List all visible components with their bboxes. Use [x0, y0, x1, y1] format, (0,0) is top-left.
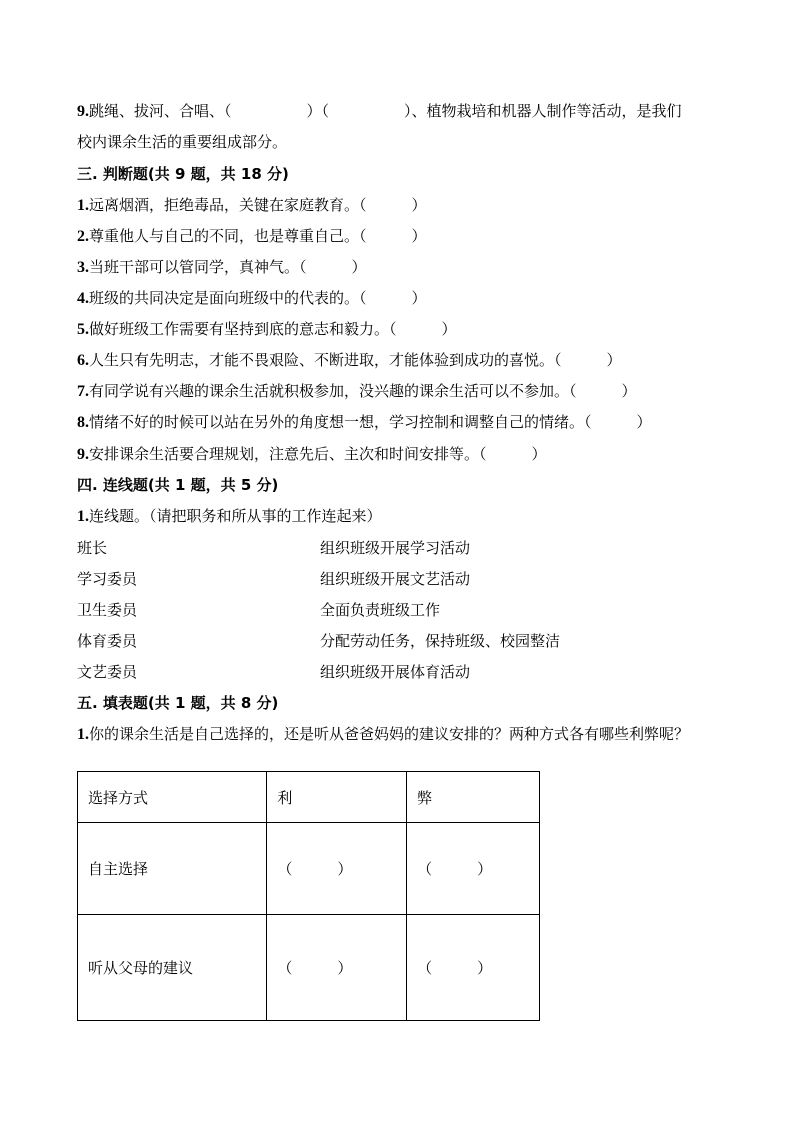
item-text: 班级的共同决定是面向班级中的代表的。（ ）: [89, 289, 427, 307]
item-number: 5.: [77, 321, 89, 338]
item-number: 8.: [77, 414, 89, 431]
table-row: [78, 823, 540, 915]
table-header-cell: 利: [267, 772, 407, 823]
table-header-cell: 弊: [407, 772, 540, 823]
judge-item-6: [77, 349, 622, 372]
judge-item-4: [77, 287, 427, 310]
item-number: 4.: [77, 290, 89, 307]
answer-blank: （ ）: [407, 823, 540, 915]
matching-duty: 全面负责班级工作: [320, 601, 441, 619]
item-text: 情绪不好的时候可以站在另外的角度想一想，学习控制和调整自己的情绪。（ ）: [89, 413, 652, 431]
item-text: 有同学说有兴趣的课余生活就积极参加，没兴趣的课余生活可以不参加。（ ）: [89, 382, 637, 400]
judge-item-9: [77, 443, 547, 466]
matching-role: 班长: [77, 539, 108, 557]
table-question-1: [77, 723, 689, 746]
question-text: 跳绳、拔河、合唱、（ ）（ ）、植物栽培和机器人制作等活动，是我们: [89, 102, 682, 120]
judge-item-7: [77, 380, 637, 403]
matching-role: 文艺委员: [77, 663, 138, 681]
table-cell: 听从父母的建议: [78, 915, 267, 1021]
table-header-cell: 选择方式: [78, 772, 267, 823]
judge-item-3: [77, 256, 367, 279]
item-text: 尊重他人与自己的不同，也是尊重自己。（ ）: [89, 227, 427, 245]
item-text: 当班干部可以管同学，真神气。（ ）: [89, 258, 367, 276]
table-header-row: [78, 772, 540, 823]
question-number: 9.: [77, 103, 89, 120]
matching-duty: 组织班级开展文艺活动: [320, 570, 471, 588]
matching-duty: 分配劳动任务，保持班级、校园整洁: [320, 632, 561, 650]
item-number: 2.: [77, 228, 89, 245]
pros-cons-table: [77, 771, 540, 1021]
judge-item-1: [77, 194, 427, 217]
item-number: 1.: [77, 197, 89, 214]
section-3-heading: 三. 判断题(共 9 题，共 18 分): [77, 165, 289, 183]
item-text: 你的课余生活是自己选择的，还是听从爸爸妈妈的建议安排的？两种方式各有哪些利弊呢？: [89, 725, 690, 743]
judge-item-8: [77, 411, 652, 434]
item-number: 9.: [77, 446, 89, 463]
section-4-heading: 四. 连线题(共 1 题，共 5 分): [77, 476, 279, 494]
table-row: [78, 915, 540, 1021]
item-number: 3.: [77, 259, 89, 276]
item-text: 做好班级工作需要有坚持到底的意志和毅力。（ ）: [89, 320, 457, 338]
judge-item-2: [77, 225, 427, 248]
matching-role: 卫生委员: [77, 601, 138, 619]
item-text: 连线题。（请把职务和所从事的工作连起来）: [89, 507, 382, 525]
matching-duty: 组织班级开展体育活动: [320, 663, 471, 681]
answer-blank: （ ）: [267, 915, 407, 1021]
matching-role: 体育委员: [77, 632, 138, 650]
section-5-heading: 五. 填表题(共 1 题，共 8 分): [77, 694, 279, 712]
item-number: 1.: [77, 508, 89, 525]
item-text: 人生只有先明志，才能不畏艰险、不断进取，才能体验到成功的喜悦。（ ）: [89, 351, 622, 369]
item-text: 安排课余生活要合理规划，注意先后、主次和时间安排等。（ ）: [89, 445, 547, 463]
question-9-line2: [77, 131, 287, 153]
item-text: 远离烟酒，拒绝毒品，关键在家庭教育。（ ）: [89, 196, 427, 214]
answer-blank: （ ）: [267, 823, 407, 915]
answer-blank: （ ）: [407, 915, 540, 1021]
table-cell: 自主选择: [78, 823, 267, 915]
item-number: 1.: [77, 726, 89, 743]
matching-role: 学习委员: [77, 570, 138, 588]
question-text-continued: 校内课余生活的重要组成部分。: [77, 133, 288, 151]
matching-duty: 组织班级开展学习活动: [320, 539, 471, 557]
item-number: 6.: [77, 352, 89, 369]
item-number: 7.: [77, 383, 89, 400]
question-9-line1: [77, 100, 682, 123]
judge-item-5: [77, 318, 457, 341]
matching-question-1: [77, 505, 382, 528]
